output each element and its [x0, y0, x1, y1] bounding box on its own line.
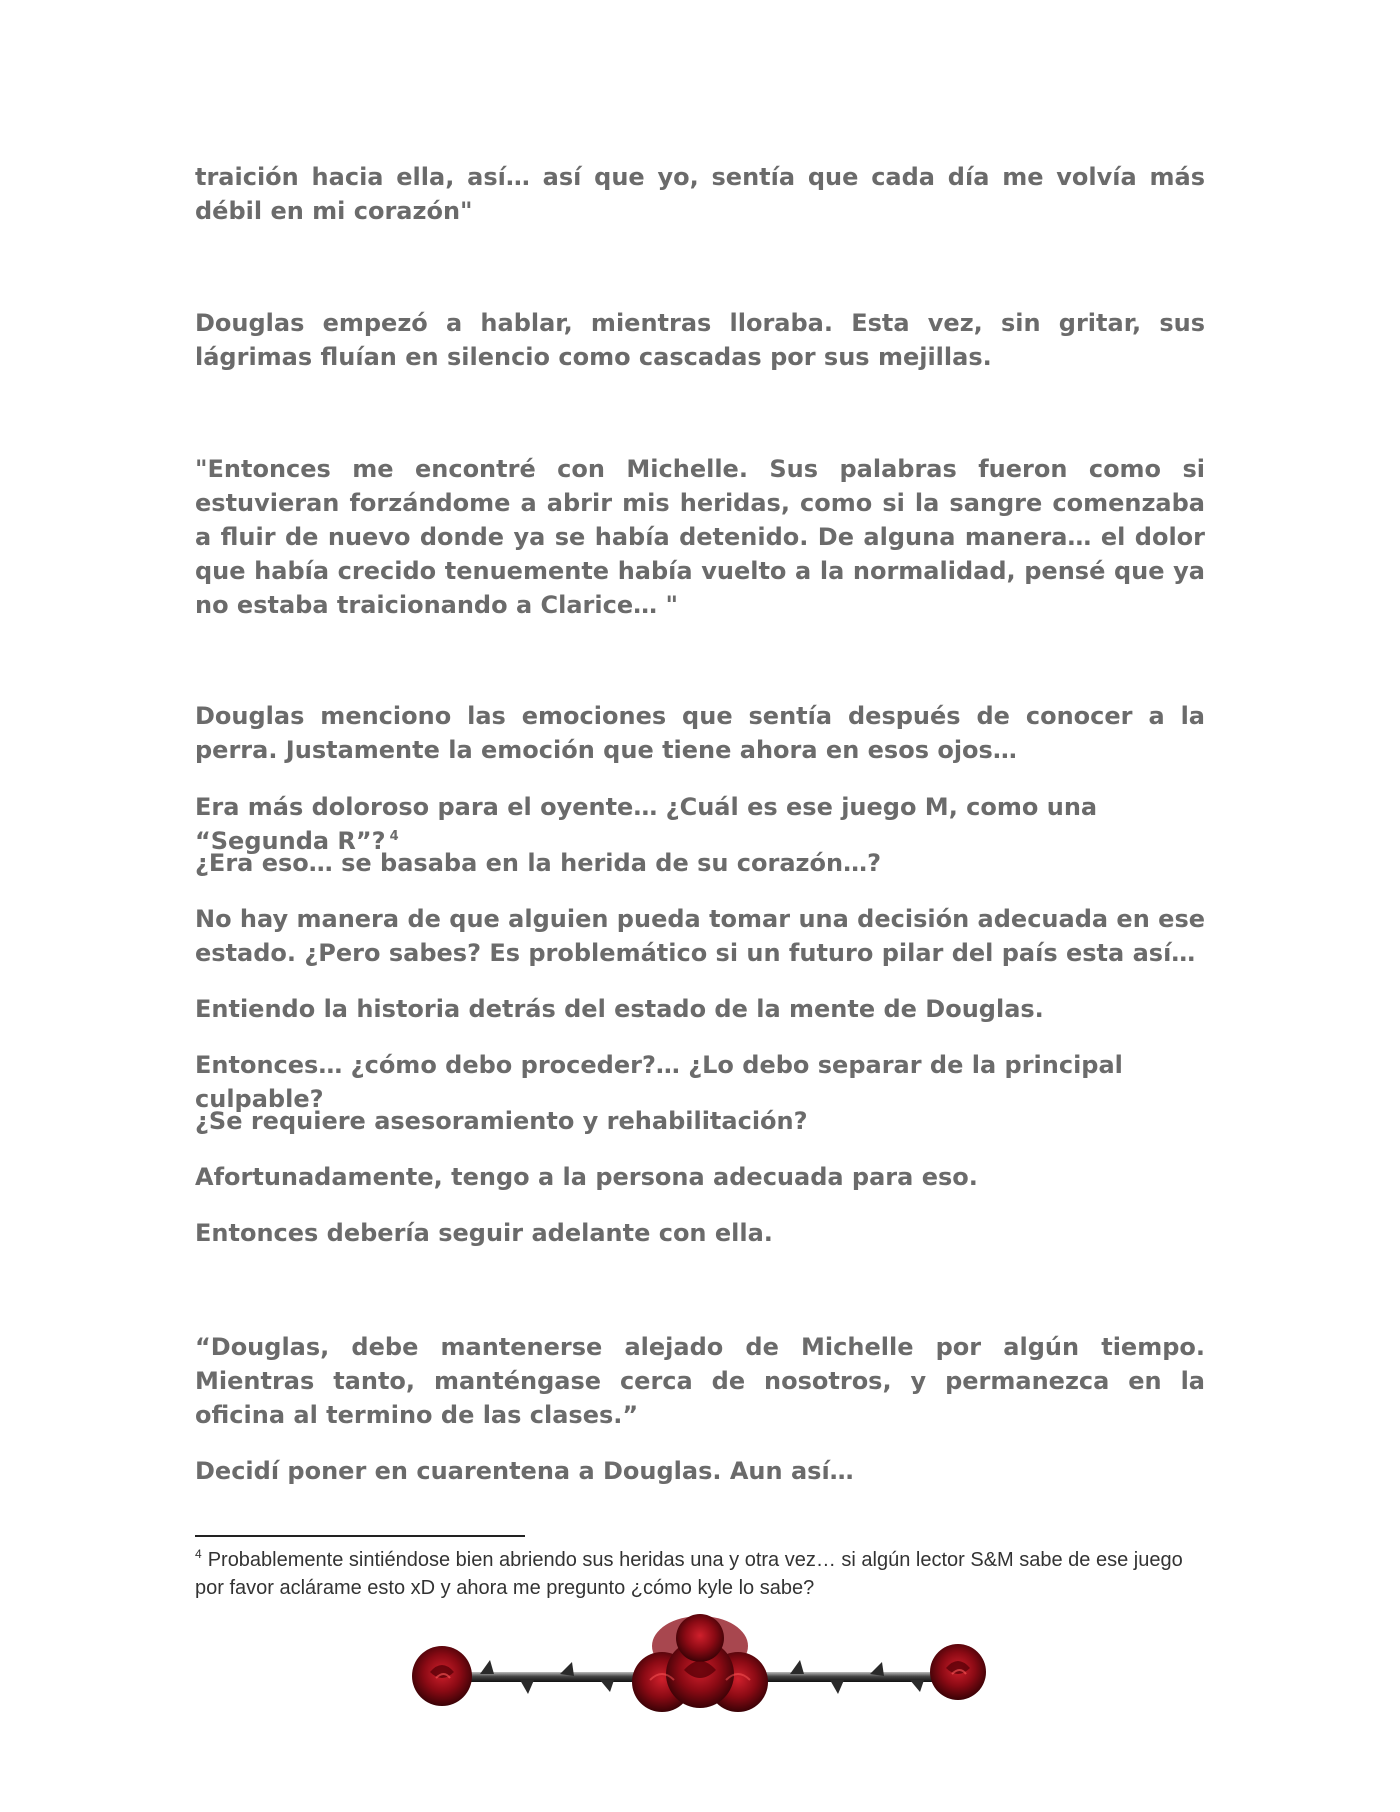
- paragraph-12: Entonces debería seguir adelante con ella.: [195, 1219, 773, 1247]
- paragraph-2: Douglas empezó a hablar, mientras lloraba. Esta vez, sin gritar, sus lágrimas fluían en silencio como cascadas por sus mejillas.: [195, 309, 1205, 371]
- paragraph-7: No hay manera de que alguien pueda tomar una decisión adecuada en ese estado. ¿Pero sabes? Es problemático si un futuro pilar del país esta así…: [195, 905, 1205, 967]
- paragraph-5-text: Era más doloroso para el oyente… ¿Cuál es ese juego M, como una “Segunda R”?: [195, 793, 1098, 855]
- footnote-number: 4: [195, 1547, 202, 1562]
- footnote-reference[interactable]: 4: [389, 829, 399, 844]
- left-rose-icon: [412, 1646, 472, 1706]
- center-rose-cluster-icon: [632, 1614, 768, 1712]
- footnote-separator: [195, 1535, 525, 1537]
- footnote: [195, 1546, 1205, 1602]
- paragraph-3: "Entonces me encontré con Michelle. Sus palabras fueron como si estuvieran forzándome a abrir mis heridas, como si la sangre comenzaba a fluir de nuevo donde ya se había detenido. De alguna manera… el dolor que había crecido tenuemente había vuelto a la normalidad, pensé que ya no estaba traicionando a Clarice… ": [195, 455, 1205, 619]
- footnote-text: Probablemente sintiéndose bien abriendo sus heridas una y otra vez… si algún lector S&M sabe de ese juego por favor aclárame esto xD y ahora me pregunto ¿cómo kyle lo sabe?: [195, 1549, 1183, 1599]
- paragraph-1: traición hacia ella, así… así que yo, sentía que cada día me volvía más débil en mi corazón": [195, 163, 1205, 225]
- paragraph-8: Entiendo la historia detrás del estado de la mente de Douglas.: [195, 995, 1044, 1023]
- paragraph-13: “Douglas, debe mantenerse alejado de Michelle por algún tiempo. Mientras tanto, manténgase cerca de nosotros, y permanezca en la oficina al termino de las clases.”: [195, 1333, 1205, 1429]
- paragraph-14: Decidí poner en cuarentena a Douglas. Aun así…: [195, 1457, 854, 1485]
- paragraph-6: ¿Era eso… se basaba en la herida de su corazón…?: [195, 849, 882, 877]
- right-rose-icon: [930, 1644, 986, 1700]
- rose-vine-divider-icon: [400, 1612, 1000, 1732]
- paragraph-10: ¿Se requiere asesoramiento y rehabilitación?: [195, 1107, 808, 1135]
- paragraph-9: Entonces… ¿cómo debo proceder?… ¿Lo debo separar de la principal culpable?: [195, 1051, 1123, 1113]
- paragraph-11: Afortunadamente, tengo a la persona adecuada para eso.: [195, 1163, 978, 1191]
- paragraph-4: Douglas menciono las emociones que sentía después de conocer a la perra. Justamente la emoción que tiene ahora en esos ojos…: [195, 702, 1205, 764]
